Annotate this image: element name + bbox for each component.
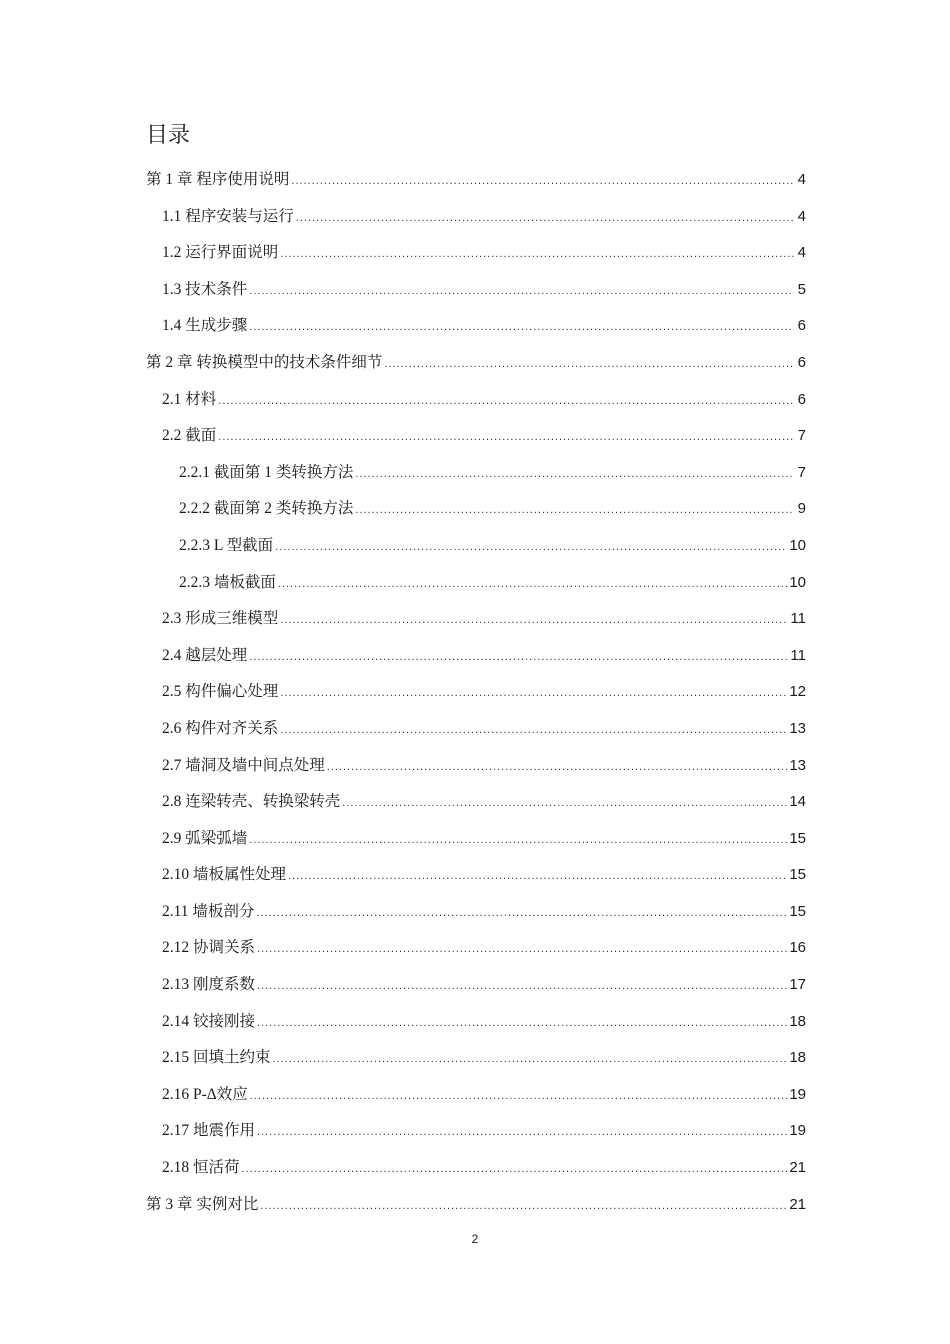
toc-entry-page: 13	[789, 756, 806, 774]
toc-entry[interactable]	[146, 528, 806, 565]
toc-dot-leader	[291, 163, 794, 200]
toc-entry[interactable]	[146, 674, 806, 711]
toc-entry[interactable]	[146, 565, 806, 602]
toc-dot-leader	[280, 675, 787, 712]
toc-entry-label: 2.1 材料	[162, 390, 217, 408]
toc-entry[interactable]	[146, 199, 806, 236]
toc-entry-label: 1.4 生成步骤	[162, 317, 248, 335]
toc-entry-page: 18	[789, 1012, 806, 1030]
toc-entry[interactable]	[146, 638, 806, 675]
toc-dot-leader	[242, 1151, 788, 1188]
toc-dot-leader	[273, 1041, 788, 1078]
toc-entry-label: 2.9 弧梁弧墙	[162, 829, 248, 847]
toc-entry[interactable]	[146, 1040, 806, 1077]
toc-entry-page: 14	[789, 793, 806, 811]
toc-dot-leader	[275, 529, 787, 566]
toc-entry[interactable]	[146, 491, 806, 528]
toc-entry-label: 2.2.2 截面第 2 类转换方法	[179, 500, 354, 518]
toc-entry-label: 2.2 截面	[162, 427, 217, 445]
toc-entry-label: 2.4 越层处理	[162, 646, 248, 664]
toc-dot-leader	[280, 712, 787, 749]
toc-entry[interactable]	[146, 308, 806, 345]
toc-entry[interactable]	[146, 1150, 806, 1187]
toc-entry-label: 2.8 连梁转壳、转换梁转壳	[162, 793, 341, 811]
toc-entry-label: 2.13 刚度系数	[162, 976, 256, 994]
toc-entry[interactable]	[146, 967, 806, 1004]
toc-entry-page: 21	[789, 1195, 806, 1213]
toc-entry[interactable]	[146, 601, 806, 638]
toc-entry[interactable]	[146, 930, 806, 967]
toc-dot-leader	[288, 858, 787, 895]
toc-dot-leader	[218, 419, 794, 456]
toc-entry-page: 5	[797, 280, 806, 298]
toc-entry-label: 2.14 铰接刚接	[162, 1012, 256, 1030]
toc-dot-leader	[249, 273, 794, 310]
toc-dot-leader	[355, 492, 794, 529]
toc-dot-leader	[250, 1078, 788, 1115]
toc-entry[interactable]	[146, 418, 806, 455]
toc-entry[interactable]	[146, 1187, 806, 1224]
toc-entry-label: 2.17 地震作用	[162, 1122, 256, 1140]
toc-dot-leader	[257, 968, 787, 1005]
toc-entry[interactable]	[146, 455, 806, 492]
toc-dot-leader	[218, 383, 794, 420]
toc-entry-label: 1.3 技术条件	[162, 280, 248, 298]
toc-entry-page: 10	[789, 536, 806, 554]
toc-entry[interactable]	[146, 1077, 806, 1114]
toc-entry-page: 7	[797, 463, 806, 481]
toc-entry-page: 19	[789, 1122, 806, 1140]
toc-dot-leader	[257, 1005, 787, 1042]
toc-entry-label: 2.2.3 L 型截面	[179, 536, 274, 554]
page-number: 2	[471, 1232, 479, 1246]
toc-entry[interactable]	[146, 894, 806, 931]
toc-entry[interactable]	[146, 382, 806, 419]
toc-dot-leader	[342, 785, 787, 822]
toc-entry[interactable]	[146, 345, 806, 382]
toc-dot-leader	[249, 822, 787, 859]
toc-entry-page: 12	[789, 683, 806, 701]
toc-entry-page: 11	[790, 646, 806, 664]
toc-dot-leader	[256, 895, 787, 932]
toc-entry-page: 16	[789, 939, 806, 957]
toc-entry[interactable]	[146, 162, 806, 199]
toc-entry-page: 4	[797, 244, 806, 262]
toc-entry-page: 6	[797, 390, 806, 408]
toc-entry[interactable]	[146, 272, 806, 309]
toc-entry-label: 2.10 墙板属性处理	[162, 866, 287, 884]
toc-entry-label: 第 1 章 程序使用说明	[146, 171, 290, 188]
toc-entry-label: 2.16 P-Δ效应	[162, 1085, 248, 1103]
toc-entry-label: 2.11 墙板剖分	[162, 902, 255, 920]
toc-entry-page: 7	[797, 427, 806, 445]
toc-dot-leader	[355, 456, 794, 493]
toc-entry-page: 13	[789, 719, 806, 737]
toc-dot-leader	[327, 749, 788, 786]
toc-entry-page: 6	[797, 317, 806, 335]
toc-entry[interactable]	[146, 235, 806, 272]
toc-entry-label: 2.2.3 墙板截面	[179, 573, 276, 591]
toc-entry-page: 10	[789, 573, 806, 591]
toc-entry[interactable]	[146, 1113, 806, 1150]
toc-entry[interactable]	[146, 1004, 806, 1041]
toc-title: 目录	[146, 122, 191, 147]
toc-entry-page: 9	[797, 500, 806, 518]
toc-entry-page: 4	[797, 171, 806, 188]
toc-dot-leader	[260, 1188, 787, 1225]
toc-entry-label: 第 2 章 转换模型中的技术条件细节	[146, 353, 383, 371]
toc-entry-label: 2.6 构件对齐关系	[162, 719, 279, 737]
toc-entry-label: 2.7 墙洞及墙中间点处理	[162, 756, 325, 774]
toc-entry-page: 4	[797, 207, 806, 225]
toc-entry-label: 第 3 章 实例对比	[146, 1195, 259, 1213]
toc-entry-label: 2.18 恒活荷	[162, 1159, 240, 1177]
toc-entry-label: 1.1 程序安装与运行	[162, 207, 294, 225]
toc-dot-leader	[278, 566, 787, 603]
toc-entry-page: 18	[789, 1049, 806, 1067]
toc-dot-leader	[280, 236, 794, 273]
toc-entry-label: 2.5 构件偏心处理	[162, 683, 279, 701]
toc-dot-leader	[257, 1114, 787, 1151]
toc-entry-label: 2.2.1 截面第 1 类转换方法	[179, 463, 354, 481]
table-of-contents	[146, 162, 806, 1223]
toc-entry-label: 2.3 形成三维模型	[162, 610, 279, 628]
toc-entry-page: 6	[797, 353, 806, 371]
toc-dot-leader	[249, 639, 788, 676]
toc-entry-page: 19	[789, 1085, 806, 1103]
toc-entry-page: 15	[789, 866, 806, 884]
toc-entry[interactable]	[146, 748, 806, 785]
toc-entry-label: 2.12 协调关系	[162, 939, 256, 957]
toc-dot-leader	[296, 200, 794, 237]
toc-entry[interactable]	[146, 821, 806, 858]
toc-entry-page: 21	[789, 1159, 806, 1177]
toc-entry-page: 15	[789, 902, 806, 920]
toc-dot-leader	[249, 309, 794, 346]
toc-entry[interactable]	[146, 857, 806, 894]
toc-entry[interactable]	[146, 784, 806, 821]
toc-dot-leader	[384, 346, 794, 383]
toc-dot-leader	[280, 602, 788, 639]
toc-entry-label: 2.15 回填土约束	[162, 1049, 271, 1067]
toc-dot-leader	[257, 931, 787, 968]
toc-entry[interactable]	[146, 711, 806, 748]
toc-entry-page: 17	[789, 976, 806, 994]
toc-entry-page: 15	[789, 829, 806, 847]
toc-entry-label: 1.2 运行界面说明	[162, 244, 279, 262]
toc-entry-page: 11	[790, 610, 806, 628]
